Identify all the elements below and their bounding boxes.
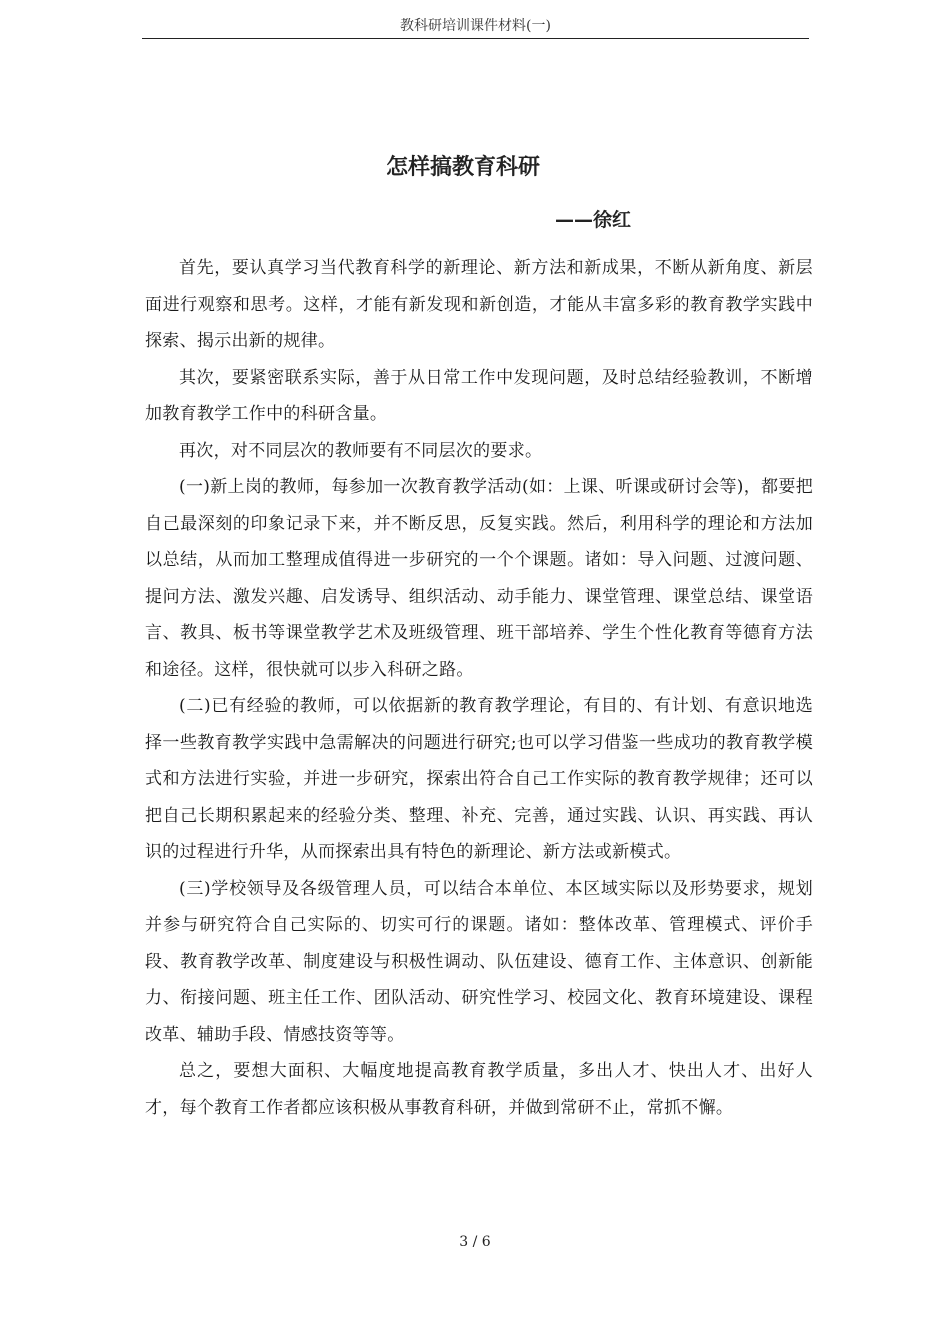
- paragraph: 再次，对不同层次的教师要有不同层次的要求。: [179, 440, 543, 461]
- paragraph: 总之，要想大面积、大幅度地提高教育教学质量，多出人才、快出人才、出好人才，每个教育工作者都应该积极从事教育科研，并做到常研不止，常抓不懈。: [145, 1061, 813, 1118]
- paragraph: (二)已有经验的教师，可以依据新的教育教学理论，有目的、有计划、有意识地选择一些教育教学实践中急需解决的问题进行研究;也可以学习借鉴一些成功的教育教学模式和方法进行实验，并进一步研究，探索出符合自己工作实际的教育教学规律；还可以把自己长期积累起来的经验分类、整理、补充、完善，通过实践、认识、再实践、再认识的过程进行升华，从而探索出具有特色的新理论、新方法或新模式。: [145, 696, 813, 862]
- document-title: 怎样搞教育科研: [385, 155, 540, 180]
- paragraph: 其次，要紧密联系实际，善于从日常工作中发现问题，及时总结经验教训，不断增加教育教学工作中的科研含量。: [145, 367, 813, 424]
- paragraph: (一)新上岗的教师，每参加一次教育教学活动(如：上课、听课或研讨会等)，都要把自己最深刻的印象记录下来，并不断反思，反复实践。然后，利用科学的理论和方法加以总结，从而加工整理成值得进一步研究的一个个课题。诸如：导入问题、过渡问题、提问方法、激发兴趣、启发诱导、组织活动、动手能力、课堂管理、课堂总结、课堂语言、教具、板书等课堂教学艺术及班级管理、班干部培养、学生个性化教育等德育方法和途径。这样，很快就可以步入科研之路。: [145, 477, 813, 680]
- page-number: 3 / 6: [459, 1234, 491, 1250]
- page-header: 教科研培训课件材料(一): [142, 14, 809, 39]
- document-author: ——徐红: [555, 209, 632, 231]
- document-body: [145, 250, 813, 1126]
- paragraph: 首先，要认真学习当代教育科学的新理论、新方法和新成果，不断从新角度、新层面进行观察和思考。这样，才能有新发现和新创造，才能从丰富多彩的教育教学实践中探索、揭示出新的规律。: [145, 258, 813, 351]
- paragraph: (三)学校领导及各级管理人员，可以结合本单位、本区域实际以及形势要求，规划并参与研究符合自己实际的、切实可行的课题。诸如：整体改革、管理模式、评价手段、教育教学改革、制度建设与积极性调动、队伍建设、德育工作、主体意识、创新能力、衔接问题、班主任工作、团队活动、研究性学习、校园文化、教育环境建设、课程改革、辅助手段、情感技资等等。: [145, 878, 813, 1045]
